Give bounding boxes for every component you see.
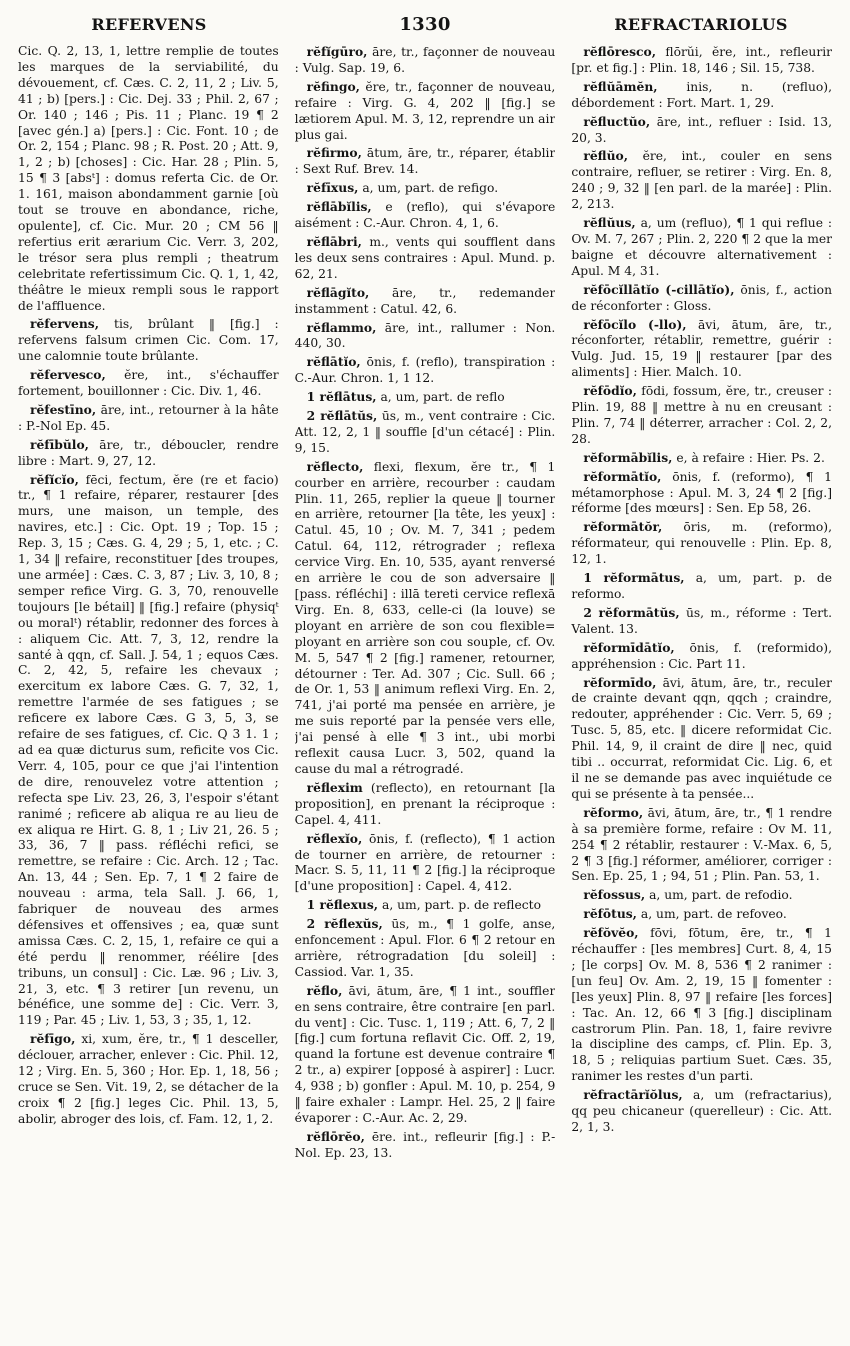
entry-definition: āre, tr., déboucler, rendre libre : Mart. 9, 27, 12. xyxy=(18,437,279,468)
dictionary-entry xyxy=(295,234,556,283)
entry-headword: 1 rĕflexus, xyxy=(306,897,379,913)
entry-headword: rĕfervesco, xyxy=(30,367,106,383)
entry-headword: rĕflŭus, xyxy=(583,215,636,231)
entry-headword: rĕfīxus, xyxy=(306,180,359,196)
entry-headword: rĕfīgo, xyxy=(30,1031,76,1047)
entry-definition: āvi, ātum, āre, tr., ¶ 1 rendre à sa première forme, refaire : Ov M. 11, 254 ¶ 2 rétablir, restaurer : V.-Max. 6, 5, 2 ¶ 3 [fig.] réformer, améliorer, corriger : Sen. Ep. 25, 1 ; 94, 51 ; Plin. Pan. 53, 1. xyxy=(571,805,833,884)
entry-definition: ōnis, f., action de réconforter : Gloss. xyxy=(571,282,833,313)
entry-definition: a, um, part. de reflo xyxy=(380,390,505,405)
dictionary-entry xyxy=(571,79,832,112)
entry-definition: āre, int., retourner à la hâte : P.-Nol Ep. 45. xyxy=(18,402,279,433)
entry-definition: ōris, m. (reformo), réformateur, qui renouvelle : Plin. Ep. 8, 12, 1. xyxy=(571,520,833,567)
entry-definition: fōdi, fossum, ĕre, tr., creuser : Plin. 19, 88 ‖ mettre à nu en creusant : Plin. 7, 74 ‖ déterrer, arracher : Col. 2, 2, 28. xyxy=(571,384,833,446)
entry-definition: ēre. int., refleurir [fig.] : P.-Nol. Ep. 23, 13. xyxy=(294,1129,556,1160)
dictionary-entry xyxy=(18,437,279,470)
dictionary-entry xyxy=(571,887,832,904)
entry-definition: āre, int., rallumer : Non. 440, 30. xyxy=(294,320,556,351)
entry-headword: rĕflāgĭto, xyxy=(306,284,370,300)
dictionary-entry xyxy=(295,44,556,77)
dictionary-entry xyxy=(571,44,832,77)
entry-definition: āre, int., refluer : Isid. 13, 20, 3. xyxy=(571,114,832,145)
dictionary-entry xyxy=(295,916,556,981)
entry-headword: rĕfōcĭllātĭo (-cillātĭo), xyxy=(583,281,735,297)
entry-definition: āvi, ātum, āre, tr., reculer de crainte devant qqn, qqch ; craindre, redouter, appréhender : Cic. Verr. 5, 69 ; Tusc. 5, 85, etc. ‖ dicere reformidat Cic. Phil. 14, 9, il craint de dire ‖ nec, quid tibi .. occurrat, reformidat Cic. Lig. 6, et il ne se demande pas avec inquiétude ce qui se présente à ta pensée... xyxy=(571,675,833,801)
entry-headword: rĕfŏvĕo, xyxy=(583,925,639,941)
entry-definition: ĕre, tr., façonner de nouveau, refaire : Virg. G. 4, 202 ‖ [fig.] se lætiorem Apul. M. 3, 12, reprendre un air plus gai. xyxy=(294,79,556,142)
dictionary-entry xyxy=(295,1129,556,1162)
dictionary-entry xyxy=(571,317,832,382)
entry-headword: rĕflŭo, xyxy=(583,148,629,164)
entry-headword: rĕflo, xyxy=(306,982,343,998)
column-3 xyxy=(571,44,832,1344)
entry-headword: rĕfractārĭŏlus, xyxy=(583,1087,683,1103)
entry-headword: rĕflābri, xyxy=(306,233,362,249)
entry-definition: flōrŭi, ĕre, int., refleurir [pr. et fig.] : Plin. 18, 146 ; Sil. 15, 738. xyxy=(571,45,833,75)
dictionary-entry xyxy=(295,408,556,457)
dictionary-entry xyxy=(571,570,832,603)
dictionary-entry xyxy=(571,282,832,315)
entry-definition: ātum, āre, tr., réparer, établir : Sext Ruf. Brev. 14. xyxy=(294,146,556,177)
entry-definition: ōnis, f. (reformido), appréhension : Cic. Part 11. xyxy=(571,640,832,671)
column-2 xyxy=(295,44,556,1344)
entry-definition: āvi, ātum, āre, tr., réconforter, rétablir, remettre, guérir : Vulg. Jud. 15, 19 ‖ restaurer [par des aliments] : Hier. Malch. 10. xyxy=(571,317,833,380)
dictionary-entry xyxy=(571,519,832,568)
entry-headword: rĕfossus, xyxy=(583,887,646,903)
entry-headword: rĕflexim xyxy=(306,779,363,795)
dictionary-entry xyxy=(18,316,279,365)
entry-definition: āvi, ātum, āre, ¶ 1 int., souffler en sens contraire, être contraire [en parl. du vent] : Cic. Tusc. 1, 119 ; Att. 6, 7, 2 ‖ [fig.] cum fortuna reflavit Cic. Off. 2, 19, quand la fortune est devenue contraire ¶ 2 tr., a) expirer [opposé à aspirer] : Lucr. 4, 938 ; b) gonfler : Apul. M. 10, p. 254, 9 ‖ faire exhaler : Lampr. Hel. 25, 2 ‖ faire évaporer : C.-Aur. Ac. 2, 29. xyxy=(294,983,556,1125)
dictionary-entry xyxy=(295,79,556,144)
entry-definition: m., vents qui soufflent dans les deux sens contraires : Apul. Mund. p. 62, 21. xyxy=(294,234,556,281)
entry-definition: Cic. Q. 2, 13, 1, lettre remplie de toutes les marques de la serviabilité, du dévouement, cf. Cæs. C. 2, 11, 2 ; Liv. 5, 41 ; b) [pers.] : Cic. Dej. 33 ; Phil. 2, 67 ; Or. 140 ; 146 ; Pis. 11 ; Planc. 19 ¶ 2 [avec gén.] a) [pers.] : Cic. Font. 10 ; de Or. 2, 154 ; Planc. 98 ; R. Post. 20 ; Att. 9, 1, 2 ; b) [choses] : Cic. Har. 28 ; Plin. 5, 15 ¶ 3 [absᵗ] : domus referta Cic. de Or. 1. 161, maison abondamment garnie [où tout se trouve en abondance, riche, opulente], cf. Cic. Mur. 20 ; CM 56 ‖ refertius erit ærarium Cic. Verr. 3, 202, le trésor sera plus rempli ; theatrum celebritate refertissimum Cic. Q. 1, 1, 42, théâtre le mieux rempli sous le rapport de l'affluence. xyxy=(18,44,279,313)
dictionary-entry xyxy=(571,450,832,467)
entry-definition: xi, xum, ĕre, tr., ¶ 1 desceller, déclouer, arracher, enlever : Cic. Phil. 12, 12 ; Virg. En. 5, 360 ; Hor. Ep. 1, 18, 56 ; cruce se Sen. Vit. 19, 2, se détacher de la croix ¶ 2 [fig.] leges Cic. Phil. 13, 5, abolir, abroger des lois, cf. Fam. 12, 1, 2. xyxy=(18,1032,279,1126)
dictionary-entry xyxy=(295,983,556,1127)
entry-headword: rĕfirmo, xyxy=(306,145,362,161)
dictionary-entry xyxy=(571,148,832,213)
dictionary-entry xyxy=(571,675,832,803)
dictionary-entry xyxy=(571,925,832,1085)
entry-headword: rĕformātŏr, xyxy=(583,519,663,535)
entry-definition: a, um, part. de refoveo. xyxy=(640,907,787,922)
entry-headword: rĕflōrĕo, xyxy=(306,1128,365,1144)
dictionary-entry xyxy=(571,605,832,638)
dictionary-entry xyxy=(295,389,556,406)
entry-definition: ōnis, f. (reflo), transpiration : C.-Aur. Chron. 1, 1 12. xyxy=(294,355,556,386)
entry-headword: rĕfingo, xyxy=(306,78,360,94)
dictionary-entry xyxy=(571,906,832,923)
entry-headword: rĕflābĭlis, xyxy=(306,199,372,215)
entry-definition: a, um (refractarius), qq peu chicaneur (querelleur) : Cic. Att. 2, 1, 3. xyxy=(571,1088,833,1134)
dictionary-entry xyxy=(295,354,556,387)
entry-definition: ūs, m., réforme : Tert. Valent. 13. xyxy=(571,605,833,636)
entry-definition: ūs, m., ¶ 1 golfe, anse, enfoncement : Apul. Flor. 6 ¶ 2 retour en arrière, rétrogradation [du soleil] : Cassiod. Var. 1, 35. xyxy=(294,917,556,979)
running-head xyxy=(18,14,832,40)
dictionary-entry xyxy=(571,215,832,280)
entry-headword: rĕfestīno, xyxy=(30,401,97,417)
entry-definition: ōnis, f. (reformo), ¶ 1 métamorphose : Apul. M. 3, 24 ¶ 2 [fig.] réforme [des mœurs] : Sen. Ep 58, 26. xyxy=(571,469,833,516)
entry-headword: rĕflexĭo, xyxy=(306,830,363,846)
entry-headword: rĕformābĭlis, xyxy=(583,449,673,465)
entry-headword: rĕfluctŭo, xyxy=(583,113,651,129)
entry-headword: 1 rĕflātus, xyxy=(306,389,377,405)
dictionary-entry xyxy=(18,44,279,314)
header-last-entry: REFRACTARIOLUS xyxy=(614,15,788,34)
entry-definition: ĕre, int., couler en sens contraire, refluer, se retirer : Virg. En. 8, 240 ; 9, 32 ‖ [en parl. de la marée] : Plin. 2, 213. xyxy=(571,149,833,212)
dictionary-entry xyxy=(295,199,556,232)
entry-definition: fēci, fectum, ĕre (re et facio) tr., ¶ 1 refaire, réparer, restaurer [des murs, une maison, un temple, des navires, etc.] : Cic. Opt. 19 ; Top. 15 ; Rep. 3, 15 ; Cæs. G. 4, 29 ; 5, 1, etc. ; C. 1, 34 ‖ refaire, reconstituer [des troupes, une armée] : Cæs. C. 3, 87 ; Liv. 3, 10, 8 ; semper refice Virg. G. 3, 70, renouvelle toujours [le bétail] ‖ [fig.] refaire (physiqᵗ ou moralᵗ) rétablir, redonner des forces à : aliquem Cic. Att. 7, 3, 12, rendre la santé à qqn, cf. Sall. J. 54, 1 ; equos Cæs. C. 2, 42, 5, refaire les chevaux ; exercitum ex labore Cæs. G. 7, 32, 1, remettre l'armée de ses fatigues ; se reficere ex labore Cæs. G 3, 5, 3, se refaire de ses fatigues, cf. Cic. Q 3 1. 1 ; ad ea quæ dicturus sum, reficite vos Cic. Verr. 4, 105, pour ce que j'ai l'intention de dire, renouvelez votre attention ; refecta spe Liv. 23, 26, 3, l'espoir s'étant ranimé ; reficere ab aliqua re au lieu de ex aliqua re Hirt. G. 8, 1 ; Liv 21, 26. 5 ; 33, 36, 7 ‖ pass. réfléchi refici, se remettre, se refaire : Cic. Arch. 12 ; Tac. An. 13, 44 ; Sen. Ep. 7, 1 ¶ 2 faire de nouveau : arma, tela Sall. J. 66, 1, fabriquer de nouveau des armes défensives et offensives ; ea, quæ sunt amissa Cæs. C. 2, 15, 1, refaire ce qui a été perdu ‖ renommer, réélire [des tribuns, un consul] : Cic. Læ. 96 ; Liv. 3, 21, 3, etc. ¶ 3 retirer [un revenu, un bénéfice, une somme de] : Cic. Verr. 3, 119 ; Par. 45 ; Liv. 1, 53, 3 ; 35, 1, 12. xyxy=(18,472,279,1028)
dictionary-entry xyxy=(295,180,556,197)
entry-headword: rĕfĭcĭo, xyxy=(30,471,79,487)
entry-headword: rĕfībŭlo, xyxy=(30,436,89,452)
dictionary-entry xyxy=(295,459,556,778)
dictionary-entry xyxy=(18,472,279,1030)
dictionary-entry xyxy=(295,285,556,318)
entry-headword: rĕformīdātĭo, xyxy=(583,639,675,655)
dictionary-entry xyxy=(295,145,556,178)
entry-definition: a, um, part. p. de reflecto xyxy=(381,898,541,913)
column-1 xyxy=(18,44,279,1344)
dictionary-entry xyxy=(295,780,556,829)
entry-definition: a, um, part. de refodio. xyxy=(649,888,793,903)
entry-definition: ūs, m., vent contraire : Cic. Att. 12, 2, 1 ‖ souffle [d'un cétacé] : Plin. 9, 15. xyxy=(294,409,556,455)
entry-headword: rĕfōcĭlo (-llo), xyxy=(583,316,687,332)
entry-headword: rĕflecto, xyxy=(306,458,364,474)
entry-headword: rĕformātĭo, xyxy=(583,468,662,484)
entry-headword: 2 rĕflātŭs, xyxy=(306,408,378,424)
dictionary-entry xyxy=(571,805,832,886)
dictionary-entry xyxy=(18,1031,279,1127)
dictionary-entry xyxy=(571,469,832,518)
dictionary-entry xyxy=(571,383,832,448)
dictionary-entry xyxy=(18,367,279,400)
dictionary-entry xyxy=(571,114,832,147)
entry-headword: rĕformo, xyxy=(583,804,644,820)
entry-definition: (reflecto), en retournant [la proposition], en prenant la réciproque : Capel. 4, 411. xyxy=(294,780,556,827)
entry-definition: fōvi, fōtum, ēre, tr., ¶ 1 réchauffer : [les membres] Curt. 8, 4, 15 ; [le corps] Ov. M. 8, 536 ¶ 2 ranimer : [un feu] Ov. Am. 2, 19, 15 ‖ fomenter : [les yeux] Plin. 8, 97 ‖ refaire [les forces] : Tac. An. 12, 66 ¶ 3 [fig.] disciplinam castrorum Plin. Pan. 18, 1, faire revivre la discipline des camps, cf. Plin. Ep. 3, 18, 5 ; reliquias partium Suet. Cæs. 35, ranimer les restes d'un parti. xyxy=(571,926,833,1084)
entry-headword: 2 rĕformātŭs, xyxy=(583,604,680,620)
entry-definition: a, um (refluo), ¶ 1 qui reflue : Ov. M. 7, 267 ; Plin. 2, 220 ¶ 2 que la mer baigne et découvre alternativement : Apul. M 4, 31. xyxy=(571,216,833,278)
entry-definition: tis, brûlant ‖ [fig.] : refervens falsum crimen Cic. Com. 17, une calomnie toute brûlante. xyxy=(18,317,279,364)
entry-definition: āre, tr., redemander instamment : Catul. 42, 6. xyxy=(294,285,556,316)
entry-definition: a, um, part. de refigo. xyxy=(362,181,499,196)
page-number: 1330 xyxy=(399,14,451,35)
entry-headword: 1 rĕformātus, xyxy=(583,570,685,586)
dictionary-entry xyxy=(295,897,556,914)
entry-definition: ōnis, f. (reflecto), ¶ 1 action de tourner en arrière, de retourner : Macr. S. 5, 11, 11 ¶ 2 [fig.] la réciproque [d'une proposition] : Capel. 4, 412. xyxy=(294,831,556,894)
entry-headword: rĕfōtus, xyxy=(583,906,637,922)
entry-headword: rĕflātĭo, xyxy=(306,354,361,370)
entry-headword: rĕfĭgūro, xyxy=(306,44,368,59)
entry-headword: 2 rĕflexŭs, xyxy=(306,916,383,932)
entry-headword: rĕformīdo, xyxy=(583,674,657,690)
dictionary-entry xyxy=(295,831,556,896)
dictionary-entry xyxy=(295,320,556,353)
entry-definition: inis, n. (refluo), débordement : Fort. Mart. 1, 29. xyxy=(571,79,833,110)
entry-definition: e (reflo), qui s'évapore aisément : C.-Aur. Chron. 4, 1, 6. xyxy=(294,200,556,231)
dictionary-entry xyxy=(571,1087,832,1136)
entry-headword: rĕfōdĭo, xyxy=(583,383,637,399)
entry-definition: ĕre, int., s'échauffer fortement, bouillonner : Cic. Div. 1, 46. xyxy=(18,368,279,399)
columns xyxy=(18,44,832,1344)
header-first-entry: REFERVENS xyxy=(91,15,207,34)
entry-headword: rĕflammo, xyxy=(306,319,377,335)
entry-definition: āre, tr., façonner de nouveau : Vulg. Sap. 19, 6. xyxy=(294,45,556,75)
entry-definition: flexi, flexum, ĕre tr., ¶ 1 courber en arrière, recourber : caudam Plin. 11, 265, replier la queue ‖ tourner en arrière, retourner [la tête, les yeux] : Catul. 45, 10 ; Ov. M. 7, 341 ; pedem Catul. 64, 112, rétrograder ; reflexa cervice Virg. En. 10, 535, ayant renversé en arrière le cou de son adversaire ‖ [pass. réfléchi] : illā tereti cervice reflexā Virg. En. 8, 633, celle-ci (la louve) se ployant en arrière de son cou flexible= ployant en arrière son cou souple, cf. Ov. M. 5, 547 ¶ 2 [fig.] ramener, retourner, détourner : Ter. Ad. 307 ; Cic. Sull. 66 ; de Or. 1, 53 ‖ animum reflexi Virg. En. 2, 741, j'ai porté ma pensée en arrière, je me suis reporté par la pensée vers elle, j'ai pensé à elle ¶ 3 int., ubi morbi reflexit causa Lucr. 3, 502, quand la cause du mal a rétrogradé. xyxy=(294,459,556,776)
dictionary-entry xyxy=(571,640,832,673)
entry-headword: rĕfervens, xyxy=(30,316,100,332)
entry-definition: e, à refaire : Hier. Ps. 2. xyxy=(676,450,825,465)
entry-definition: a, um, part. p. de reformo. xyxy=(571,571,833,601)
entry-headword: rĕflōresco, xyxy=(583,44,656,59)
dictionary-entry xyxy=(18,402,279,435)
entry-headword: rĕflŭāmĕn, xyxy=(583,78,658,94)
